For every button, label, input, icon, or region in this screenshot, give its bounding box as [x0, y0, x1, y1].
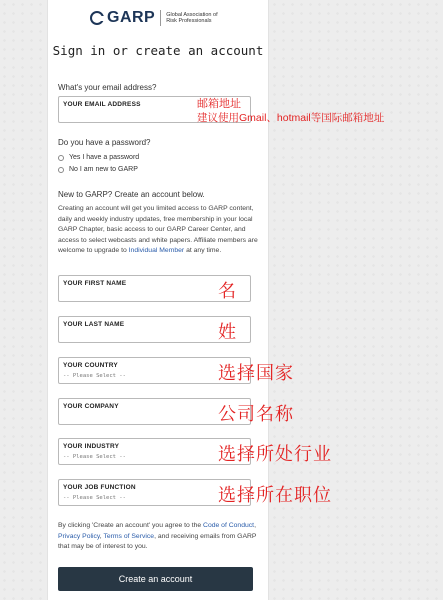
- logo-divider: [160, 10, 161, 26]
- annotation-first-name: 名: [218, 281, 237, 301]
- radio-has-password[interactable]: [58, 154, 139, 161]
- garp-logo-icon: [90, 11, 104, 25]
- new-account-description: Creating an account will get you limited access to GARP content, daily and weekly industry updates, free membership in your local GARP Chapter, basic access to our GARP Career Center, and access to select webcasts and white papers. Affiliate members are welcome to upgrade to Individual Member at any time.: [58, 205, 258, 254]
- logo-word: GARP: [107, 9, 156, 26]
- radio-icon: [58, 167, 64, 173]
- create-account-button[interactable]: Create an account: [58, 567, 253, 591]
- annotation-country: 选择国家: [218, 363, 294, 383]
- country-placeholder: -- Please Select --: [63, 373, 126, 379]
- job-function-label: YOUR JOB FUNCTION: [63, 484, 136, 491]
- last-name-label: YOUR LAST NAME: [63, 321, 125, 328]
- industry-label: YOUR INDUSTRY: [63, 443, 120, 450]
- email-question: What's your email address?: [58, 83, 157, 92]
- radio-new-to-garp[interactable]: [58, 166, 138, 173]
- radio-label: No I am new to GARP: [69, 166, 138, 173]
- code-of-conduct-link[interactable]: Code of Conduct: [203, 522, 255, 529]
- email-label: YOUR EMAIL ADDRESS: [63, 101, 141, 108]
- annotation-industry: 选择所处行业: [218, 444, 332, 464]
- annotation-job-function: 选择所在职位: [218, 485, 332, 505]
- industry-placeholder: -- Please Select --: [63, 454, 126, 460]
- first-name-label: YOUR FIRST NAME: [63, 280, 127, 287]
- logo-tagline: Global Association of Risk Professionals: [166, 11, 218, 24]
- terms-text: By clicking 'Create an account' you agree to the Code of Conduct, Privacy Policy, Terms of Service, and receiving emails from GARP that may be of interest to you.: [58, 522, 257, 550]
- annotation-email: 邮箱地址: [197, 98, 241, 110]
- radio-label: Yes I have a password: [69, 154, 140, 161]
- country-label: YOUR COUNTRY: [63, 362, 118, 369]
- terms-of-service-link[interactable]: Terms of Service: [103, 532, 155, 540]
- annotation-email-hint: 建议使用Gmail、hotmail等国际邮箱地址: [197, 112, 385, 124]
- job-function-placeholder: -- Please Select --: [63, 495, 126, 501]
- garp-logo[interactable]: [90, 8, 226, 28]
- individual-member-link[interactable]: Individual Member: [128, 247, 185, 254]
- password-question: Do you have a password?: [58, 138, 151, 147]
- annotation-last-name: 姓: [218, 322, 237, 342]
- radio-icon: [58, 155, 64, 161]
- page-title: Sign in or create an account: [52, 43, 264, 58]
- annotation-company: 公司名称: [218, 404, 294, 424]
- company-label: YOUR COMPANY: [63, 403, 119, 410]
- privacy-policy-link[interactable]: Privacy Policy: [58, 532, 100, 540]
- new-account-heading: New to GARP? Create an account below.: [58, 190, 205, 199]
